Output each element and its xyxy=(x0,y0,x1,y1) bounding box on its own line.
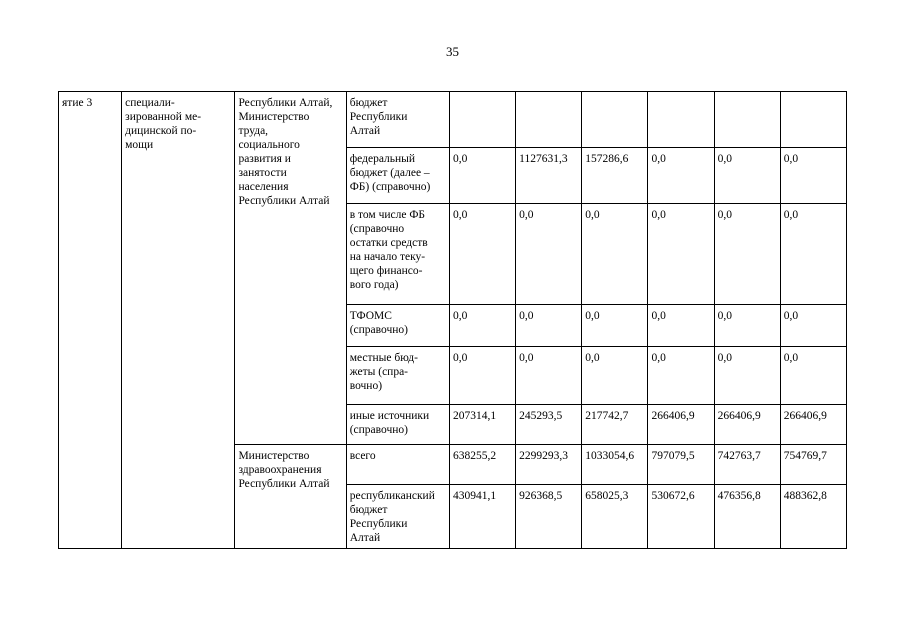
value-cell: 0,0 xyxy=(516,305,582,347)
value-cell: 754769,7 xyxy=(780,445,846,485)
value-cell: 0,0 xyxy=(648,347,714,405)
value-cell: 157286,6 xyxy=(582,148,648,204)
value-cell: 658025,3 xyxy=(582,485,648,549)
value-cell: 0,0 xyxy=(780,347,846,405)
page-number: 35 xyxy=(446,44,459,59)
value-cell: 207314,1 xyxy=(449,405,515,445)
funding-source-cell: бюджет Республики Алтай xyxy=(346,92,449,148)
value-cell: 217742,7 xyxy=(582,405,648,445)
value-cell: 1033054,6 xyxy=(582,445,648,485)
funding-source-cell: в том числе ФБ (справочно остатки средств на начало теку- щего финансо- вого года) xyxy=(346,204,449,305)
executor-cell: Республики Алтай, Министерство труда, социального развития и занятости населения Республики Алтай xyxy=(235,92,346,445)
value-cell: 266406,9 xyxy=(714,405,780,445)
value-cell: 476356,8 xyxy=(714,485,780,549)
value-cell xyxy=(780,92,846,148)
value-cell xyxy=(648,92,714,148)
value-cell: 245293,5 xyxy=(516,405,582,445)
value-cell: 0,0 xyxy=(582,305,648,347)
value-cell xyxy=(449,92,515,148)
value-cell: 0,0 xyxy=(449,305,515,347)
value-cell: 926368,5 xyxy=(516,485,582,549)
funding-source-cell: федеральный бюджет (далее – ФБ) (справочно) xyxy=(346,148,449,204)
value-cell: 0,0 xyxy=(449,204,515,305)
value-cell: 0,0 xyxy=(449,148,515,204)
funding-source-cell: ТФОМС (справочно) xyxy=(346,305,449,347)
budget-table xyxy=(58,91,847,549)
value-cell: 0,0 xyxy=(714,204,780,305)
value-cell: 530672,6 xyxy=(648,485,714,549)
value-cell xyxy=(516,92,582,148)
value-cell: 742763,7 xyxy=(714,445,780,485)
value-cell xyxy=(582,92,648,148)
value-cell: 0,0 xyxy=(780,148,846,204)
value-cell: 0,0 xyxy=(516,204,582,305)
value-cell: 0,0 xyxy=(648,204,714,305)
value-cell: 0,0 xyxy=(582,347,648,405)
value-cell: 0,0 xyxy=(780,305,846,347)
value-cell: 430941,1 xyxy=(449,485,515,549)
value-cell: 2299293,3 xyxy=(516,445,582,485)
description-cell: специали- зированной ме- дицинской по- мощи xyxy=(122,92,235,549)
funding-source-cell: республиканский бюджет Республики Алтай xyxy=(346,485,449,549)
value-cell: 266406,9 xyxy=(648,405,714,445)
funding-source-cell: местные бюд- жеты (спра- вочно) xyxy=(346,347,449,405)
value-cell: 0,0 xyxy=(648,148,714,204)
event-cell: ятие 3 xyxy=(59,92,122,549)
value-cell: 0,0 xyxy=(449,347,515,405)
value-cell: 0,0 xyxy=(714,347,780,405)
value-cell xyxy=(714,92,780,148)
value-cell: 0,0 xyxy=(714,305,780,347)
value-cell: 0,0 xyxy=(582,204,648,305)
value-cell: 488362,8 xyxy=(780,485,846,549)
value-cell: 0,0 xyxy=(714,148,780,204)
value-cell: 266406,9 xyxy=(780,405,846,445)
value-cell: 0,0 xyxy=(648,305,714,347)
value-cell: 0,0 xyxy=(516,347,582,405)
value-cell: 797079,5 xyxy=(648,445,714,485)
executor-cell: Министерство здравоохранения Республики Алтай xyxy=(235,445,346,549)
value-cell: 0,0 xyxy=(780,204,846,305)
value-cell: 1127631,3 xyxy=(516,148,582,204)
funding-source-cell: всего xyxy=(346,445,449,485)
value-cell: 638255,2 xyxy=(449,445,515,485)
table-row xyxy=(59,92,847,148)
funding-source-cell: иные источники (справочно) xyxy=(346,405,449,445)
